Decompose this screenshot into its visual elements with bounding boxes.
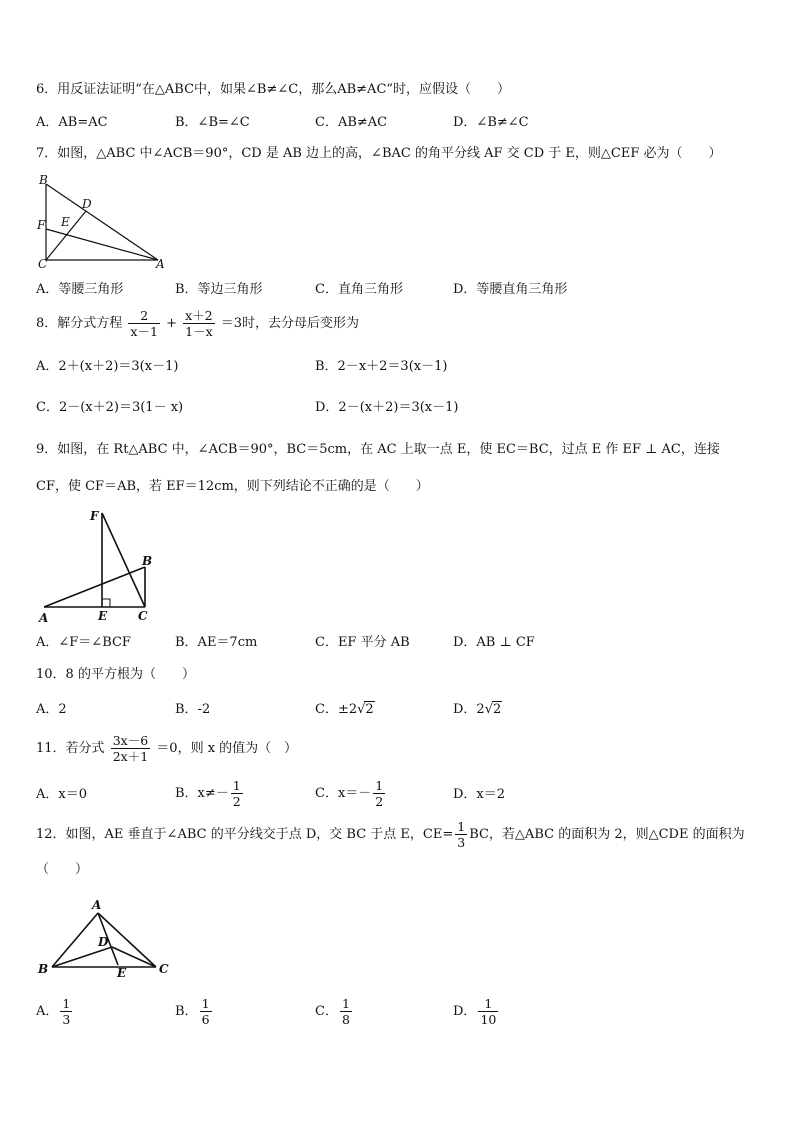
q8-option-d: D．2－(x＋2)＝3(x－1) <box>315 400 459 415</box>
q11-f-num: 3x－6 <box>112 733 149 748</box>
q11-option-d: D．x＝2 <box>453 787 506 802</box>
q11-c-den: 2 <box>375 794 384 809</box>
q11-stem-post: ＝0，则 x 的值为（ ） <box>156 741 298 756</box>
q10-option-d: D．2√2 <box>453 702 502 717</box>
q12-d-num: 1 <box>478 996 498 1012</box>
q12-a-den: 3 <box>62 1012 71 1027</box>
q12-stem-post: BC，若△ABC 的面积为 2，则△CDE 的面积为 <box>469 827 745 842</box>
q8-f1-num: 2 <box>128 308 160 324</box>
q8-f1-den: x－1 <box>130 324 158 339</box>
q12-b-den: 6 <box>201 1012 210 1027</box>
q12-option-c <box>315 994 354 1030</box>
q11-option-c <box>315 776 387 812</box>
q9-option-b: B．AE＝7cm <box>175 635 258 650</box>
q9-stem-line1: 9．如图，在 Rt△ABC 中，∠ACB＝90°，BC＝5cm，在 AC 上取一点 E，使 EC＝BC，过点 E 作 EF ⊥ AC，连接 <box>36 442 720 457</box>
q11-option-a: A．x＝0 <box>36 787 87 802</box>
q12-label-e: E <box>117 966 127 980</box>
q12-fraction <box>455 819 467 850</box>
q8-plus: + <box>166 316 177 331</box>
q12-b-fraction <box>200 996 212 1027</box>
q8-option-a: A．2＋(x＋2)＝3(x－1) <box>36 359 179 374</box>
q12-option-a <box>36 994 74 1030</box>
q9-segment-fc <box>102 513 145 607</box>
q7-label-d: D <box>82 197 92 211</box>
q12-option-d <box>453 994 500 1030</box>
q7-figure <box>34 172 174 270</box>
q7-label-b: B <box>39 173 48 187</box>
q10-option-c: C．±2√2 <box>315 702 374 717</box>
q11-b-fraction <box>231 778 243 809</box>
q12-c-pre: C． <box>315 1004 338 1019</box>
q11-stem <box>36 731 297 767</box>
q11-b-den: 2 <box>232 794 241 809</box>
q11-c-fraction <box>373 778 385 809</box>
q12-stem-pre: 12．如图，AE 垂直于∠ABC 的平分线交于点 D，交 BC 于点 E，CE= <box>36 827 454 842</box>
q6-option-b: B．∠B=∠C <box>175 115 250 130</box>
q12-label-c: C <box>159 962 169 976</box>
q8-fraction-1 <box>128 308 160 339</box>
q7-label-e: E <box>61 215 70 229</box>
q8-option-b: B．2－x＋2＝3(x－1) <box>315 359 448 374</box>
q11-b-num: 1 <box>232 778 241 793</box>
q10-d-radicand: 2 <box>493 702 502 717</box>
q12-b-num: 1 <box>201 996 210 1011</box>
q11-fraction <box>111 733 150 764</box>
q6-option-d: D．∠B≠∠C <box>453 115 529 130</box>
q9-figure <box>34 505 164 627</box>
q8-option-c: C．2－(x＋2)＝3(1－ x) <box>36 400 184 415</box>
q8-stem-post: ＝3时，去分母后变形为 <box>220 316 360 331</box>
q9-segment-ab <box>44 567 145 607</box>
q6-stem: 6．用反证法证明“在△ABC中，如果∠B≠∠C，那么AB≠AC”时，应假设（ ） <box>36 82 511 97</box>
q10-c-pre: C．±2 <box>315 702 358 717</box>
q7-label-f: F <box>37 218 46 232</box>
q12-label-b: B <box>38 962 49 976</box>
q12-d-den: 10 <box>480 1012 497 1027</box>
q7-option-a: A．等腰三角形 <box>36 282 124 297</box>
q7-option-d: D．等腰直角三角形 <box>453 282 568 297</box>
q12-label-a: A <box>92 898 102 912</box>
q9-label-c: C <box>138 609 148 623</box>
q9-right-angle <box>102 599 110 607</box>
q12-c-den: 8 <box>341 1012 350 1027</box>
q10-option-b: B．-2 <box>175 702 211 717</box>
q9-option-a: A．∠F＝∠BCF <box>36 635 131 650</box>
q6-option-c: C．AB≠AC <box>315 115 388 130</box>
q11-f-den: 2x＋1 <box>112 749 149 764</box>
q12-a-pre: A． <box>36 1004 59 1019</box>
q7-segment-af <box>46 229 158 260</box>
q8-f2-den: 1－x <box>185 324 213 339</box>
q11-stem-pre: 11．若分式 <box>36 741 105 756</box>
q12-f-num: 1 <box>457 819 466 834</box>
q8-stem <box>36 306 359 342</box>
q8-f2-num: x＋2 <box>185 308 213 323</box>
q12-c-num: 1 <box>341 996 350 1011</box>
q9-label-a: A <box>39 611 49 625</box>
q10-d-pre: D．2 <box>453 702 485 717</box>
q12-stem <box>36 817 745 853</box>
q7-option-c: C．直角三角形 <box>315 282 403 297</box>
q10-option-a: A．2 <box>36 702 67 717</box>
q9-option-c: C．EF 平分 AB <box>315 635 410 650</box>
q12-c-fraction <box>340 996 352 1027</box>
q7-option-b: B．等边三角形 <box>175 282 263 297</box>
q10-stem: 10．8 的平方根为（ ） <box>36 667 195 682</box>
q12-f-den: 3 <box>457 835 466 850</box>
q12-d-pre: D． <box>453 1004 477 1019</box>
q7-label-a: A <box>156 257 165 270</box>
q11-option-b <box>175 776 245 812</box>
q11-b-pre: B．x≠－ <box>175 786 229 801</box>
q8-fraction-2 <box>183 308 215 339</box>
q12-segment-dc <box>112 947 156 967</box>
q11-c-num: 1 <box>375 778 384 793</box>
q9-label-b: B <box>142 554 153 568</box>
q7-stem: 7．如图，△ABC 中∠ACB＝90°，CD 是 AB 边上的高，∠BAC 的角平分线 AF 交 CD 于 E，则△CEF 必为（ ） <box>36 146 722 161</box>
q12-a-num: 1 <box>62 996 71 1011</box>
q12-a-fraction <box>60 996 72 1027</box>
q9-label-e: E <box>98 609 108 623</box>
q8-stem-pre: 8．解分式方程 <box>36 316 123 331</box>
q12-b-pre: B． <box>175 1004 198 1019</box>
q12-stem-line2: （ ） <box>36 862 89 877</box>
q12-option-b <box>175 994 214 1030</box>
q9-label-f: F <box>90 509 99 523</box>
q12-label-d: D <box>98 935 109 949</box>
q9-stem-line2: CF，使 CF＝AB，若 EF＝12cm，则下列结论不正确的是（ ） <box>36 479 429 494</box>
q7-label-c: C <box>38 257 48 270</box>
q12-d-fraction <box>478 996 498 1027</box>
q9-option-d: D．AB ⊥ CF <box>453 635 535 650</box>
q11-c-pre: C．x＝－ <box>315 786 372 801</box>
q12-figure <box>34 895 174 985</box>
q10-c-radicand: 2 <box>365 702 374 717</box>
q6-option-a: A．AB=AC <box>36 115 108 130</box>
